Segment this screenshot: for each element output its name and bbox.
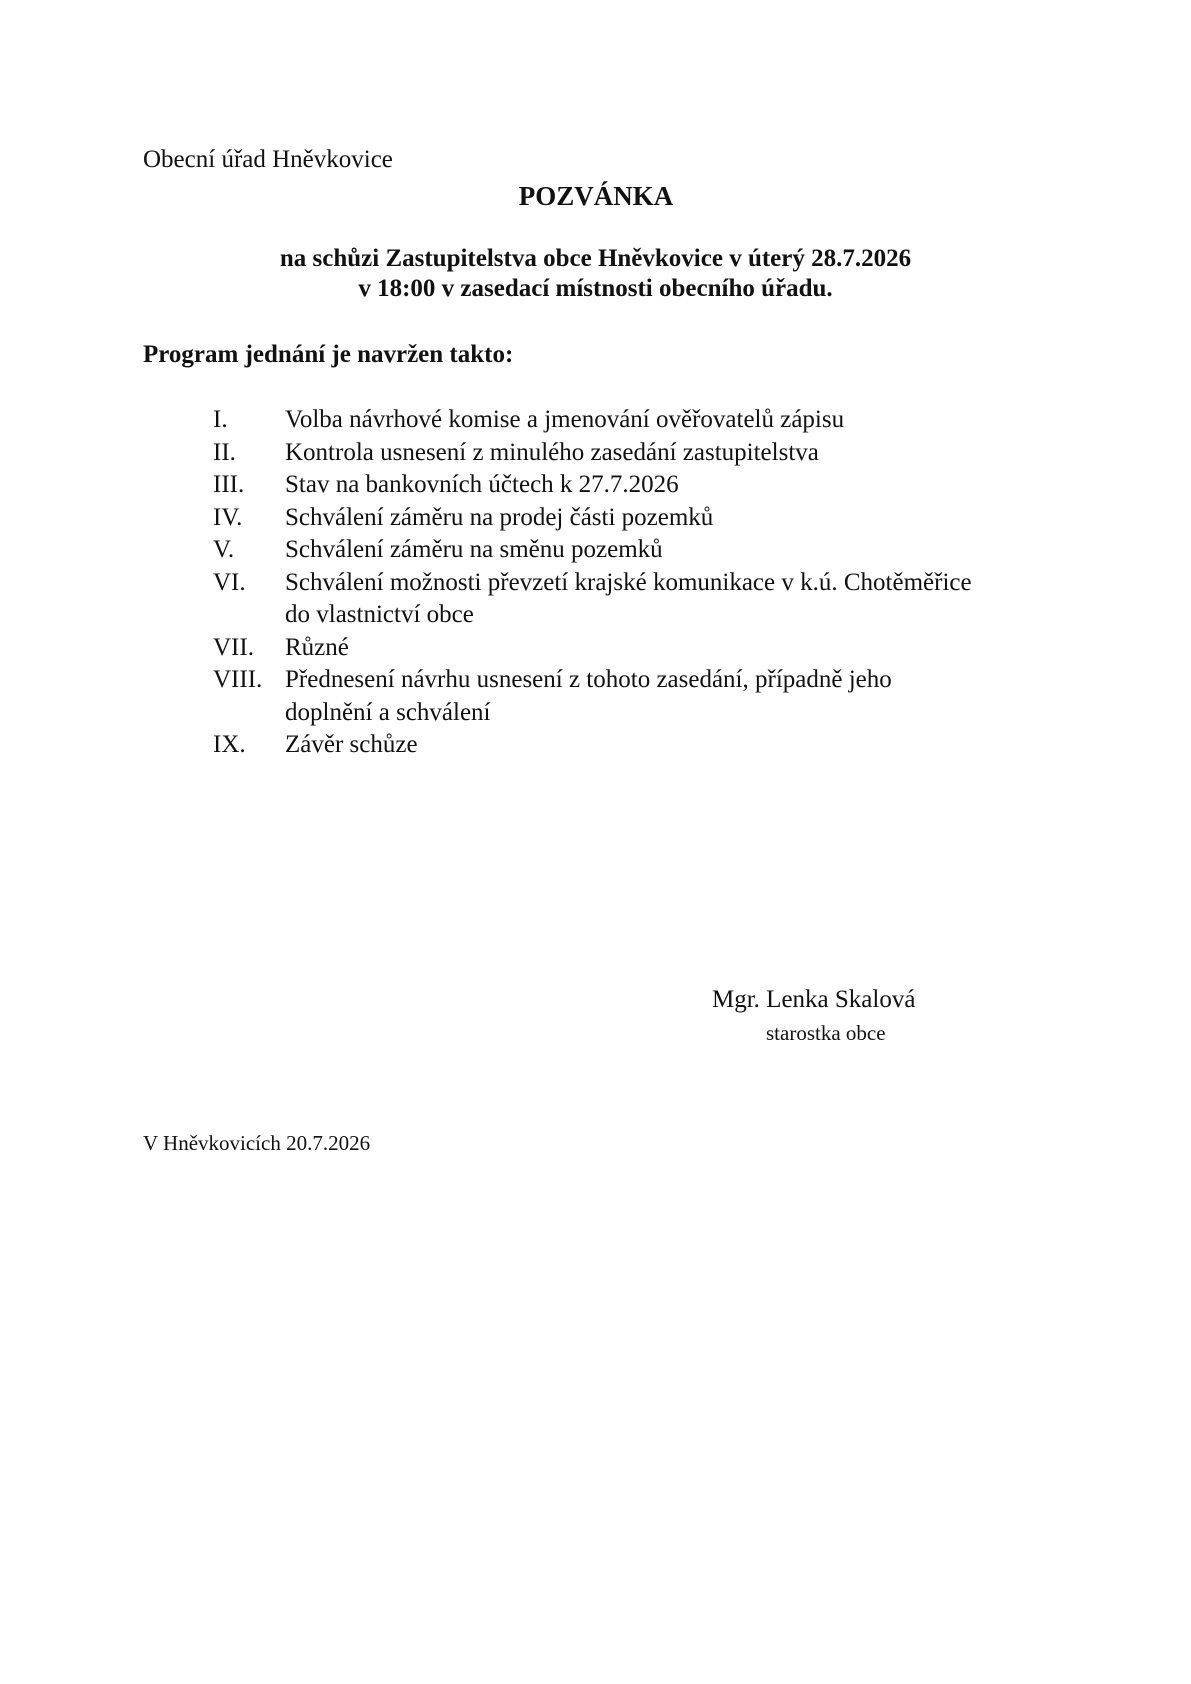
agenda-item (213, 469, 985, 502)
document-title: POZVÁNKA (518, 181, 674, 211)
meeting-details-line-1: na schůzi Zastupitelstva obce Hněvkovice v úterý 28.7.2026 (279, 245, 912, 272)
agenda-item-number: VII. (213, 633, 254, 661)
agenda-item-number: IV. (213, 503, 243, 531)
meeting-details-line-2: v 18:00 v zasedací místnosti obecního úřadu. (358, 275, 833, 302)
agenda-item-number: IX. (213, 731, 246, 758)
issuing-office: Obecní úřad Hněvkovice (143, 146, 393, 173)
agenda-item-number: V. (213, 536, 235, 563)
agenda-item-text: Schválení záměru na směnu pozemků (285, 536, 663, 563)
signatory-name: Mgr. Lenka Skalová (712, 986, 916, 1013)
signatory-role: starostka obce (766, 1021, 886, 1045)
agenda-item (213, 567, 985, 632)
place-and-date: V Hněvkovicích 20.7.2026 (143, 1131, 371, 1155)
agenda-item-number: II. (213, 438, 236, 466)
agenda-item-number: I. (213, 406, 228, 433)
agenda-item (213, 502, 985, 535)
agenda-item (213, 534, 985, 567)
agenda-item-text: Volba návrhové komise a jmenování ověřovatelů zápisu (285, 406, 845, 433)
agenda-item-number: VIII. (213, 666, 263, 693)
program-heading: Program jednání je navržen takto: (143, 341, 514, 368)
agenda-item-number: VI. (213, 568, 246, 596)
agenda-item (213, 404, 985, 437)
agenda-item-number: III. (213, 471, 245, 498)
agenda-list (213, 404, 985, 762)
agenda-item-text: Stav na bankovních účtech k 27.7.2026 (285, 471, 679, 498)
agenda-item-text: Přednesení návrhu usnesení z tohoto zasedání, případně jeho doplnění a schválení (285, 666, 892, 726)
agenda-item-text: Schválení možnosti převzetí krajské komunikace v k.ú. Chotěměřice do vlastnictví obce (285, 568, 972, 628)
meeting-details (0, 244, 1191, 304)
agenda-item (213, 632, 985, 665)
agenda-item-text: Různé (285, 633, 349, 661)
agenda-item (213, 729, 985, 762)
agenda-item-text: Schválení záměru na prodej části pozemků (285, 503, 714, 531)
agenda-item (213, 437, 985, 470)
agenda-item-text: Závěr schůze (285, 731, 418, 758)
agenda-item (213, 664, 985, 729)
agenda-item-text: Kontrola usnesení z minulého zasedání zastupitelstva (285, 438, 819, 466)
